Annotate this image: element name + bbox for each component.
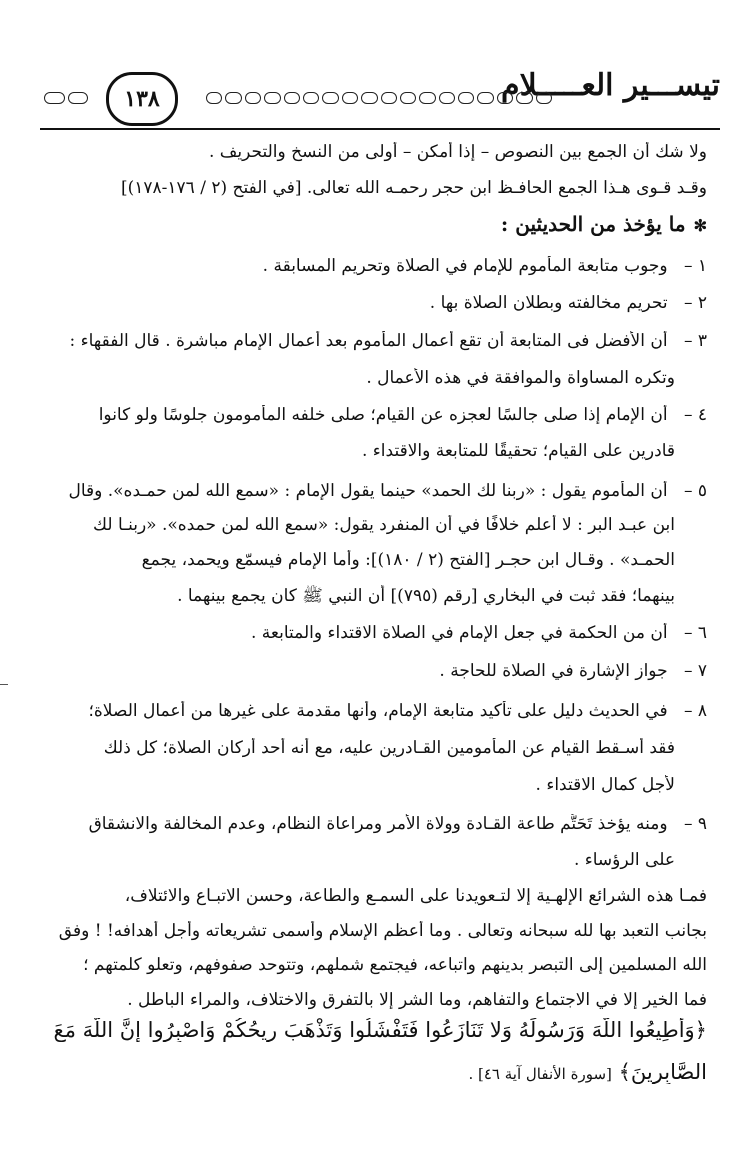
point-4-line-2: قادرين على القيام؛ تحقيقًا للمتابعة والاقتداء . (362, 441, 675, 461)
point-4: ٤ – أن الإمام إذا صلى جالسًا لعجزه عن القيام؛ صلى خلفه المأمومون جلوسًا ولو كانوا (98, 405, 707, 425)
point-3-line-2: وتكره المساواة والموافقة في هذه الأعمال . (366, 368, 675, 388)
point-5-line-3: الحمـد» . وقـال ابن حجـر [الفتح (٢ / ١٨٠)]: وأما الإمام فيسمّع ويحمد، يجمع (141, 550, 675, 570)
book-title: تيســـير العـــــلام (501, 68, 720, 103)
asterisk-icon: ✻ (693, 216, 707, 235)
closing-line-2: بجانب التعبد بها لله سبحانه وتعالى . وما أعظم الإسلام وأسمى تشريعاته وأجل أهدافه! ! وفق (58, 921, 707, 941)
point-7: ٧ – جواز الإشارة في الصلاة للحاجة . (439, 661, 707, 681)
point-8-line-2: فقد أسـقط القيام عن المأمومين القـادرين عليه، مع أنه أحد أركان الصلاة؛ كل ذلك (103, 738, 675, 758)
section-heading (42, 212, 707, 236)
page-number-text: ١٣٨ (124, 86, 160, 112)
point-8: ٨ – في الحديث دليل على تأكيد متابعة الإمام، وأنها مقدمة على غيرها من أعمال الصلاة؛ (88, 701, 707, 721)
closing-line-4: فما الخير إلا في الاجتماع والتفاهم، وما الشر إلا بالتفرق والاختلاف، والمراء الباطل . (127, 990, 707, 1010)
intro-line-2: وقـد قـوى هـذا الجمع الحافـظ ابن حجر رحمـه الله تعالى. [في الفتح (٢ / ١٧٦-١٧٨)] (120, 178, 707, 198)
page-header (40, 66, 720, 124)
point-9-line-2: على الرؤساء . (573, 850, 675, 870)
header-rule (40, 128, 720, 130)
intro-line-1: ولا شك أن الجمع بين النصوص – إذا أمكن – أولى من النسخ والتحريف . (208, 142, 707, 162)
verse-line-2 (42, 1060, 707, 1084)
verse-reference: [سورة الأنفال آية ٤٦] . (468, 1065, 612, 1083)
point-9: ٩ – ومنه يؤخذ تَحَتُّم طاعة القـادة وولاة الأمر ومراعاة النظام، وعدم المخالفة والانشقاق (88, 814, 707, 834)
point-3: ٣ – أن الأفضل فى المتابعة أن تقع أعمال المأموم بعد أعمال الإمام مباشرة . قال الفقهاء : (69, 331, 707, 351)
ornament-band-right (44, 92, 88, 106)
verse-line-1: ﴿وَأَطِيعُوا اللَّهَ وَرَسُولَهُ وَلا تَنَازَعُوا فَتَفْشَلُوا وَتَذْهَبَ رِيحُكُمْ وَاصْبِرُوا إِنَّ اللَّهَ مَعَ (53, 1018, 707, 1042)
scan-mark (0, 684, 8, 685)
point-5-line-4: بينهما؛ فقد ثبت في البخاري [رقم (٧٩٥)] أن النبي ﷺ كان يجمع بينهما . (177, 586, 675, 606)
point-5: ٥ – أن المأموم يقول : «ربنا لك الحمد» حينما يقول الإمام : «سمع الله لمن حمـده». وقال (68, 481, 707, 501)
section-heading-text: ما يؤخذ من الحديثين : (500, 212, 686, 236)
point-6: ٦ – أن من الحكمة في جعل الإمام في الصلاة الاقتداء والمتابعة . (250, 623, 707, 643)
verse-ending: الصَّابِرِينَ﴾ (618, 1060, 707, 1084)
page-number (106, 72, 178, 126)
closing-line-1: فمـا هذه الشرائع الإلهـية إلا لتـعويدنا على السمـع والطاعة، وحسن الاتبـاع والائتلاف، (124, 886, 707, 906)
point-2: ٢ – تحريم مخالفته وبطلان الصلاة بها . (429, 293, 707, 313)
point-5-line-2: ابن عبـد البر : لا أعلم خلافًا في أن المنفرد يقول: «سمع الله لمن حمده». «ربنـا لك (93, 515, 675, 535)
point-8-line-3: لأجل كمال الاقتداء . (535, 775, 675, 795)
closing-line-3: الله المسلمين إلى التبصر بدينهم واتباعه، فيجتمع شملهم، وتتوحد صفوفهم، وتعلو كلمتهم ؛ (83, 955, 707, 975)
point-1: ١ – وجوب متابعة المأموم للإمام في الصلاة وتحريم المسابقة . (262, 256, 707, 276)
ornament-band-left (206, 92, 552, 106)
